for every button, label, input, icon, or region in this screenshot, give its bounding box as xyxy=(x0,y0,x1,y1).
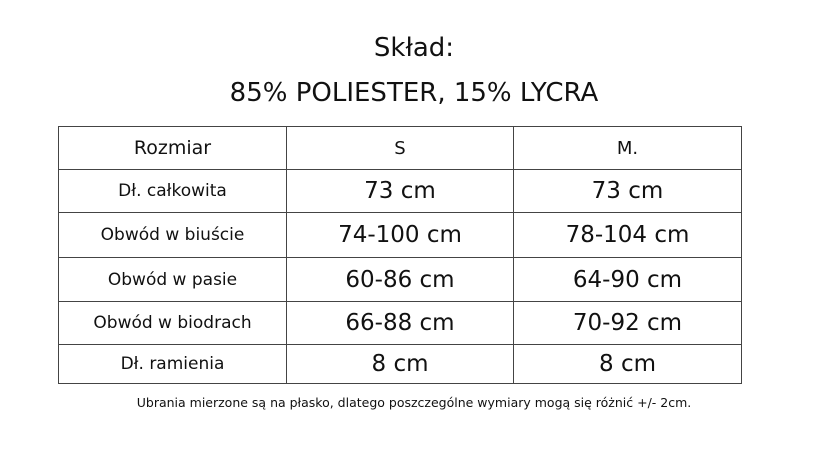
row-label: Obwód w biuście xyxy=(59,213,287,258)
table-row xyxy=(59,170,742,213)
row-label: Dł. całkowita xyxy=(59,170,287,213)
row-label: Obwód w biodrach xyxy=(59,302,287,345)
table-row xyxy=(59,345,742,384)
row-label: Obwód w pasie xyxy=(59,258,287,302)
value-m: 8 cm xyxy=(514,345,742,384)
header-size-label: Rozmiar xyxy=(59,127,287,170)
value-m: 64-90 cm xyxy=(514,258,742,302)
value-s: 60-86 cm xyxy=(287,258,514,302)
header-size-s: S xyxy=(287,127,514,170)
value-s: 73 cm xyxy=(287,170,514,213)
header-size-m: M. xyxy=(514,127,742,170)
composition-text: 85% POLIESTER, 15% LYCRA xyxy=(229,78,599,108)
value-m: 73 cm xyxy=(514,170,742,213)
measurement-footnote: Ubrania mierzone są na płasko, dlatego poszczególne wymiary mogą się różnić +/- 2cm. xyxy=(136,395,692,410)
value-m: 70-92 cm xyxy=(514,302,742,345)
value-s: 74-100 cm xyxy=(287,213,514,258)
table-row xyxy=(59,258,742,302)
size-table xyxy=(58,126,742,384)
value-s: 66-88 cm xyxy=(287,302,514,345)
composition-title: Skład: xyxy=(373,33,455,63)
table-row xyxy=(59,213,742,258)
value-m: 78-104 cm xyxy=(514,213,742,258)
table-header-row xyxy=(59,127,742,170)
value-s: 8 cm xyxy=(287,345,514,384)
table-row xyxy=(59,302,742,345)
row-label: Dł. ramienia xyxy=(59,345,287,384)
